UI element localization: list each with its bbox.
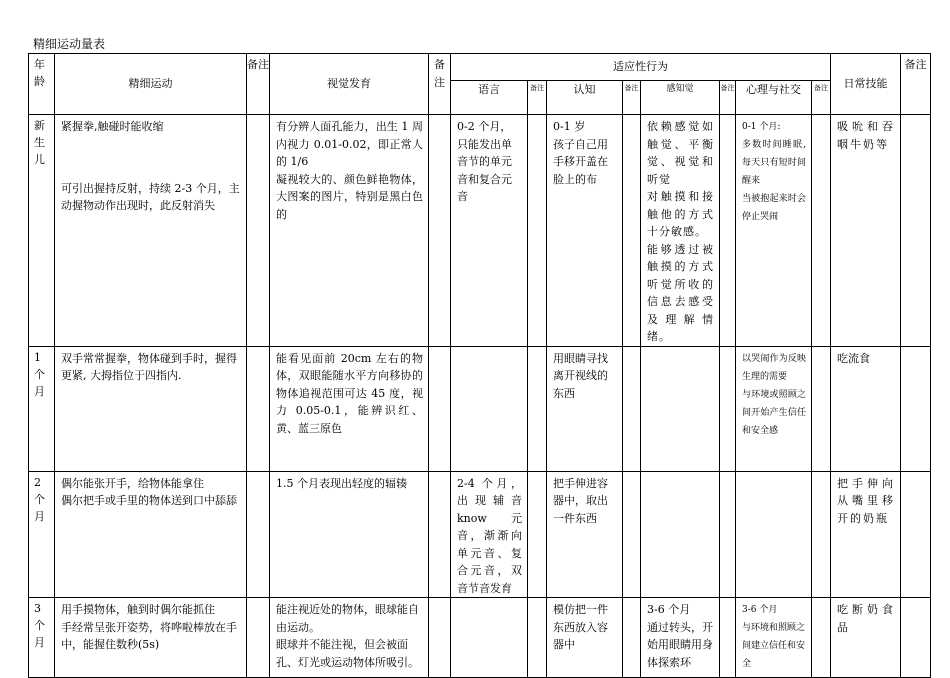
perception-cell: 依赖感觉如触觉、平衡觉、视觉和听觉 对触摸和接触他的方式十分敏感。 能够透过被触摸的方式听觉所收的信息去感受及理解情绪。 [641,115,720,347]
note-cell [429,346,451,471]
visual-cell: 有分辨人面孔能力，出生 1 周内视力 0.01-0.02，即正常人的 1/6 凝视较大的、颜色鲜艳物体，大图案的图片，特别是黑白色的 [270,115,429,347]
note-cell [247,471,270,598]
note-cell [429,115,451,347]
note-cell [901,115,931,347]
daily-skills-cell: 吃流食 [831,346,901,471]
fine-motor-cell [55,115,247,347]
header-cognition-note: 备注 [623,81,641,115]
cognition-cell: 模仿把一件东西放入容器中 [547,598,623,678]
cognition-cell: 0-1 岁 孩子自己用手移开盖在脸上的布 [547,115,623,347]
daily-skills-cell: 吃断奶食品 [831,598,901,678]
table-row [29,346,931,471]
note-cell [623,598,641,678]
note-cell [528,346,547,471]
header-note-1: 备注 [247,54,270,115]
document-title: 精细运动量表 [33,37,106,51]
fine-motor-text: 可引出握持反射，持续 2-3 个月，主动握物动作出现时，此反射消失 [61,181,240,212]
table-row [29,598,931,678]
note-cell [901,471,931,598]
header-language-note: 备注 [528,81,547,115]
fine-motor-scale-table [28,53,931,678]
visual-cell: 能看见面前 20cm 左右的物体，双眼能随水平方向移协的物体追视范围可达 45 度，视力 0.05-0.1，能辨识红、黄、蓝三原色 [270,346,429,471]
note-cell [247,115,270,347]
note-cell [720,115,736,347]
header-cognition: 认知 [547,81,623,115]
note-cell [720,471,736,598]
perception-cell: 3-6 个月 通过转头，开始用眼睛用身体探索环 [641,598,720,678]
table-row [29,471,931,598]
note-cell [812,115,831,347]
fine-motor-cell: 用手摸物体，触到时偶尔能抓住 手经常呈张开姿势，将哗啦棒放在手中，能握住数秒(5s) [55,598,247,678]
header-perception: 感知觉 [641,81,720,115]
age-cell: 2个月 [29,471,55,598]
header-note-2: 备注 [429,54,451,115]
language-cell [451,346,528,471]
language-cell: 0-2 个月，只能发出单音节的单元音和复合元音 [451,115,528,347]
age-cell: 1个月 [29,346,55,471]
perception-cell [641,346,720,471]
note-cell [901,346,931,471]
note-cell [429,598,451,678]
language-cell [451,598,528,678]
cognition-cell: 用眼睛寻找离开视线的东西 [547,346,623,471]
header-language: 语言 [451,81,528,115]
note-cell [720,598,736,678]
age-cell: 3个月 [29,598,55,678]
note-cell [812,346,831,471]
header-fine-motor: 精细运动 [55,54,247,115]
note-cell [623,471,641,598]
psych-social-cell: 3-6 个月 与环境和照顾之间建立信任和安全 [736,598,812,678]
header-note-3: 备注 [901,54,931,115]
table-row [29,115,931,347]
cognition-cell: 把手伸进容器中，取出一件东西 [547,471,623,598]
perception-cell [641,471,720,598]
age-cell: 新生儿 [29,115,55,347]
header-psych-social-note: 备注 [812,81,831,115]
note-cell [247,598,270,678]
fine-motor-cell: 偶尔能张开手，给物体能拿住 偶尔把手或手里的物体送到口中舔舔 [55,471,247,598]
note-cell [528,115,547,347]
header-psych-social: 心理与社交 [736,81,812,115]
language-cell: 2-4 个月，出现辅音 know 元音，渐渐向单元音、复合元音，双音节音发育 [451,471,528,598]
note-cell [429,471,451,598]
note-cell [528,471,547,598]
note-cell [812,598,831,678]
note-cell [720,346,736,471]
note-cell [528,598,547,678]
header-adaptive-behavior: 适应性行为 [451,54,831,81]
header-daily-skills: 日常技能 [831,54,901,115]
psych-social-cell: 0-1 个月: 多数时间睡眠,每天只有短时间醒来 当被抱起来时会停止哭闹 [736,115,812,347]
header-perception-note: 备注 [720,81,736,115]
daily-skills-cell: 把手伸向从嘴里移开的奶瓶 [831,471,901,598]
note-cell [623,115,641,347]
psych-social-cell [736,471,812,598]
fine-motor-text: 紧握拳,触碰时能收缩 [61,120,164,133]
note-cell [812,471,831,598]
header-age: 年龄 [29,54,55,115]
visual-cell: 1.5 个月表现出轻度的辐辏 [270,471,429,598]
psych-social-cell: 以哭闹作为反映生理的需要 与环境或照顾之间开始产生信任和安全感 [736,346,812,471]
header-visual: 视觉发育 [270,54,429,115]
daily-skills-cell: 吸吮和吞咽牛奶等 [831,115,901,347]
visual-cell: 能注视近处的物体，眼球能自由运动。 眼球并不能注视，但会被面孔、灯光或运动物体所吸引。 [270,598,429,678]
note-cell [247,346,270,471]
note-cell [623,346,641,471]
note-cell [901,598,931,678]
fine-motor-cell: 双手常常握拳，物体碰到手时，握得更紧, 大拇指位于四指内. [55,346,247,471]
